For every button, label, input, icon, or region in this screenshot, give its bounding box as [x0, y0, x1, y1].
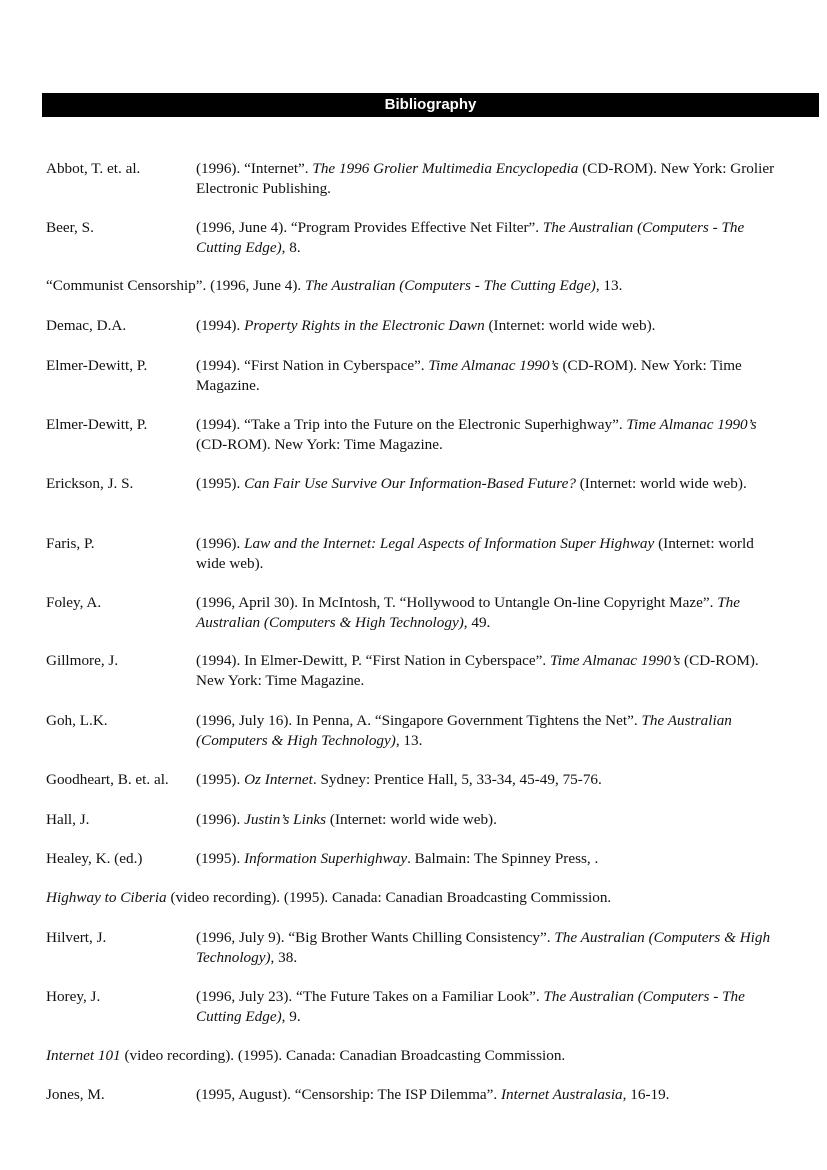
- bibliography-heading: Bibliography: [42, 93, 819, 117]
- entry-author: Foley, A.: [46, 594, 102, 611]
- bib-entry: [46, 711, 786, 751]
- entry-author: Elmer-Dewitt, P.: [46, 357, 148, 374]
- entry-author: Beer, S.: [46, 219, 94, 236]
- entry-text: (1996). Law and the Internet: Legal Aspects of Information Super Highway (Internet: world wide web).: [196, 535, 754, 572]
- bib-entry: [46, 316, 786, 336]
- bib-entry: [46, 1046, 786, 1066]
- entry-text: (1996, July 16). In Penna, A. “Singapore Government Tightens the Net”. The Australian (Computers & High Technology), 13.: [196, 712, 732, 749]
- entry-text: (1994). In Elmer-Dewitt, P. “First Nation in Cyberspace”. Time Almanac 1990’s (CD-ROM). New York: Time Magazine.: [196, 652, 759, 689]
- bib-entry: [46, 987, 786, 1027]
- entry-text: (1994). “Take a Trip into the Future on the Electronic Superhighway”. Time Almanac 1990’s (CD-ROM). New York: Time Magazine.: [196, 416, 757, 453]
- bib-entry: [46, 593, 786, 633]
- entry-author: Abbot, T. et. al.: [46, 160, 141, 177]
- bib-entry: [46, 1085, 786, 1105]
- bib-entry: [46, 770, 786, 790]
- entry-author: Goh, L.K.: [46, 712, 108, 729]
- entry-author: Elmer-Dewitt, P.: [46, 416, 148, 433]
- bib-entry: [46, 849, 786, 869]
- bib-entry: [46, 218, 786, 258]
- entry-text: (1995). Oz Internet. Sydney: Prentice Hall, 5, 33-34, 45-49, 75-76.: [196, 771, 602, 788]
- entry-text: (1996, June 4). “Program Provides Effective Net Filter”. The Australian (Computers - The Cutting Edge), 8.: [196, 219, 745, 256]
- entry-text: (1996, July 9). “Big Brother Wants Chilling Consistency”. The Australian (Computers & High Technology), 38.: [196, 929, 771, 966]
- entry-author: Erickson, J. S.: [46, 475, 134, 492]
- entry-author: Healey, K. (ed.): [46, 850, 143, 867]
- bib-entry: [46, 415, 786, 455]
- bib-entry: [46, 928, 786, 968]
- entry-text: (1996, April 30). In McIntosh, T. “Hollywood to Untangle On-line Copyright Maze”. The Australian (Computers & High Technology), 49.: [196, 594, 740, 631]
- entry-author: Faris, P.: [46, 535, 95, 552]
- entry-author: Gillmore, J.: [46, 652, 119, 669]
- entry-text: (1994). “First Nation in Cyberspace”. Time Almanac 1990’s (CD-ROM). New York: Time Magazine.: [196, 357, 742, 394]
- bib-entry: [46, 356, 786, 396]
- entry-text: (1995, August). “Censorship: The ISP Dilemma”. Internet Australasia, 16-19.: [196, 1086, 670, 1103]
- entry-text: “Communist Censorship”. (1996, June 4). The Australian (Computers - The Cutting Edge), 13.: [46, 277, 623, 294]
- entry-text: (1996, July 23). “The Future Takes on a Familiar Look”. The Australian (Computers - The Cutting Edge), 9.: [196, 988, 745, 1025]
- entry-text: (1995). Can Fair Use Survive Our Information-Based Future? (Internet: world wide web).: [196, 475, 747, 492]
- bib-entry: [46, 276, 786, 296]
- entry-author: Horey, J.: [46, 988, 101, 1005]
- entry-text: Internet 101 (video recording). (1995). Canada: Canadian Broadcasting Commission.: [46, 1047, 566, 1064]
- bib-entry: [46, 474, 786, 494]
- entry-text: (1995). Information Superhighway. Balmain: The Spinney Press, .: [196, 850, 599, 867]
- entry-text: (1994). Property Rights in the Electronic Dawn (Internet: world wide web).: [196, 317, 656, 334]
- bib-entry: [46, 888, 786, 908]
- entry-author: Goodheart, B. et. al.: [46, 771, 169, 788]
- bib-entry: [46, 651, 786, 691]
- bib-entry: [46, 159, 786, 199]
- entry-author: Demac, D.A.: [46, 317, 127, 334]
- bib-entry: [46, 810, 786, 830]
- bib-entry: [46, 534, 786, 574]
- entry-text: (1996). Justin’s Links (Internet: world wide web).: [196, 811, 497, 828]
- entry-text: Highway to Ciberia (video recording). (1995). Canada: Canadian Broadcasting Commission.: [46, 889, 612, 906]
- entry-author: Hilvert, J.: [46, 929, 107, 946]
- entry-author: Jones, M.: [46, 1086, 105, 1103]
- entry-text: (1996). “Internet”. The 1996 Grolier Multimedia Encyclopedia (CD-ROM). New York: Grolier Electronic Publishing.: [196, 160, 775, 197]
- entry-author: Hall, J.: [46, 811, 90, 828]
